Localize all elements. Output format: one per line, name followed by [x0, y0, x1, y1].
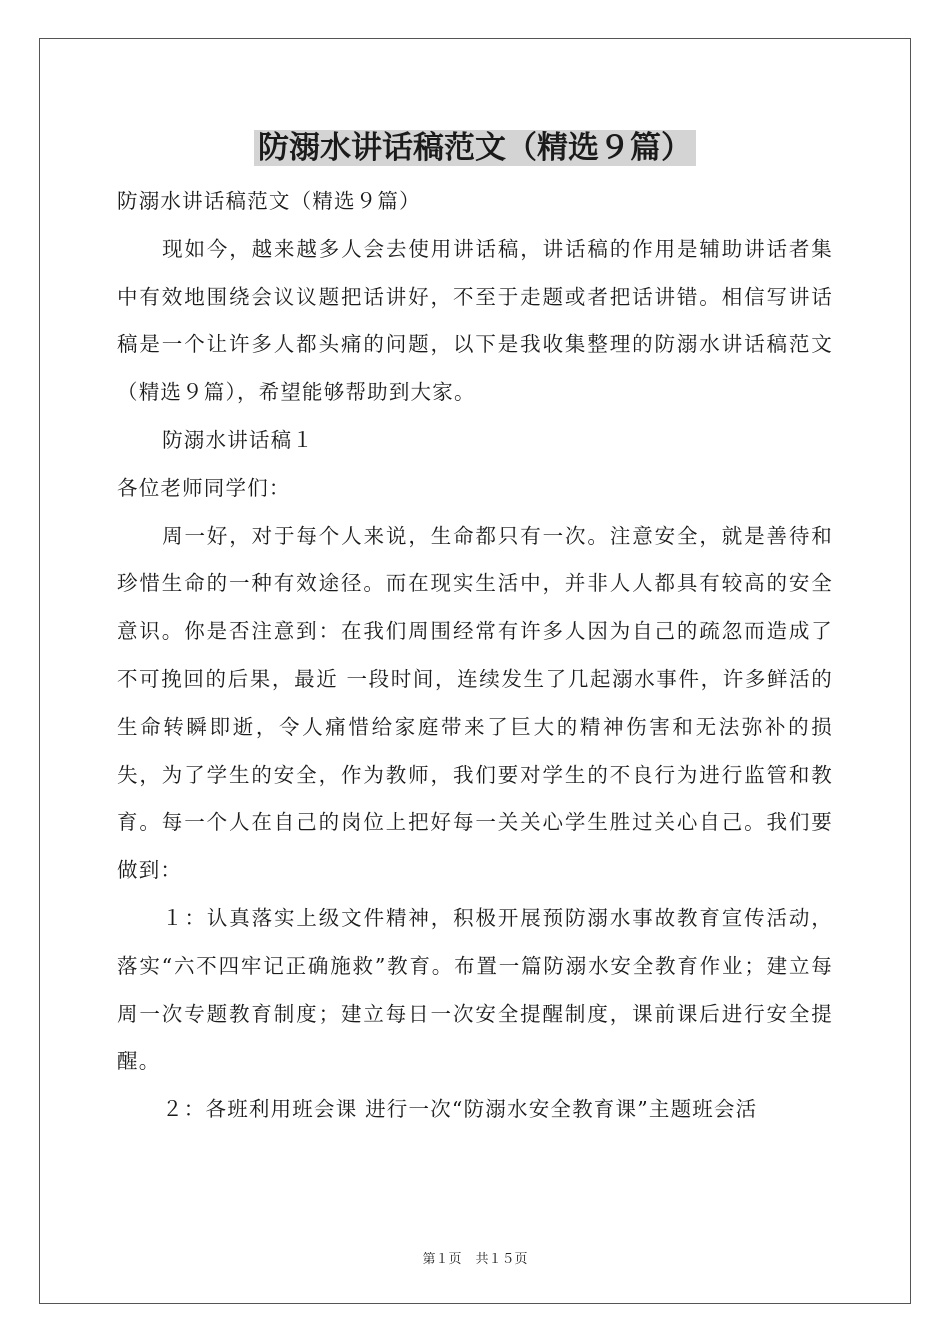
- page-number: 第１页: [422, 1252, 462, 1267]
- intro-paragraph: 现如今，越来越多人会去使用讲话稿，讲话稿的作用是辅助讲话者集中有效地围绕会议议题把话讲好，不至于走题或者把话讲错。相信写讲话稿是一个让许多人都头痛的问题，以下是我收集整理的防溺水讲话稿范文（精选９篇），希望能够帮助到大家。: [117, 236, 833, 405]
- section-heading: 防溺水讲话稿１: [162, 427, 314, 452]
- page-total: 共１５页: [475, 1252, 528, 1267]
- document-title-text: 防溺水讲话稿范文（精选９篇）: [254, 130, 696, 166]
- subtitle-paragraph: 防溺水讲话稿范文（精选９篇）: [117, 189, 421, 213]
- body-paragraph: 周一好，对于每个人来说，生命都只有一次。注意安全，就是善待和珍惜生命的一种有效途径。而在现实生活中，并非人人都具有较高的安全意识。你是否注意到：在我们周围经常有许多人因为自己的疏忽而造成了不可挽回的后果，最近 一段时间，连续发生了几起溺水事件，许多鲜活的生命转瞬即逝，令人痛惜给家庭带来了巨大的精神伤害和无法弥补的损失，为了学生的安全，作为教师，我们要对学生的不良行为进行监管和教育。每一个人在自己的岗位上把好每一关关心学生胜过关心自己。我们要做到：: [117, 523, 833, 883]
- list-item-1: １：认真落实上级文件精神，积极开展预防溺水事故教育宣传活动，落实“六不四牢记正确施救”教育。布置一篇防溺水安全教育作业；建立每周一次专题教育制度；建立每日一次安全提醒制度，课前课后进行安全提醒。: [117, 905, 833, 1074]
- page-footer: [0, 1248, 950, 1267]
- salutation-paragraph: 各位老师同学们：: [117, 475, 291, 500]
- document-body: [117, 178, 833, 1134]
- document-title: [0, 126, 950, 170]
- list-item-2: ２：各班利用班会课 进行一次“防溺水安全教育课”主题班会活: [162, 1097, 758, 1122]
